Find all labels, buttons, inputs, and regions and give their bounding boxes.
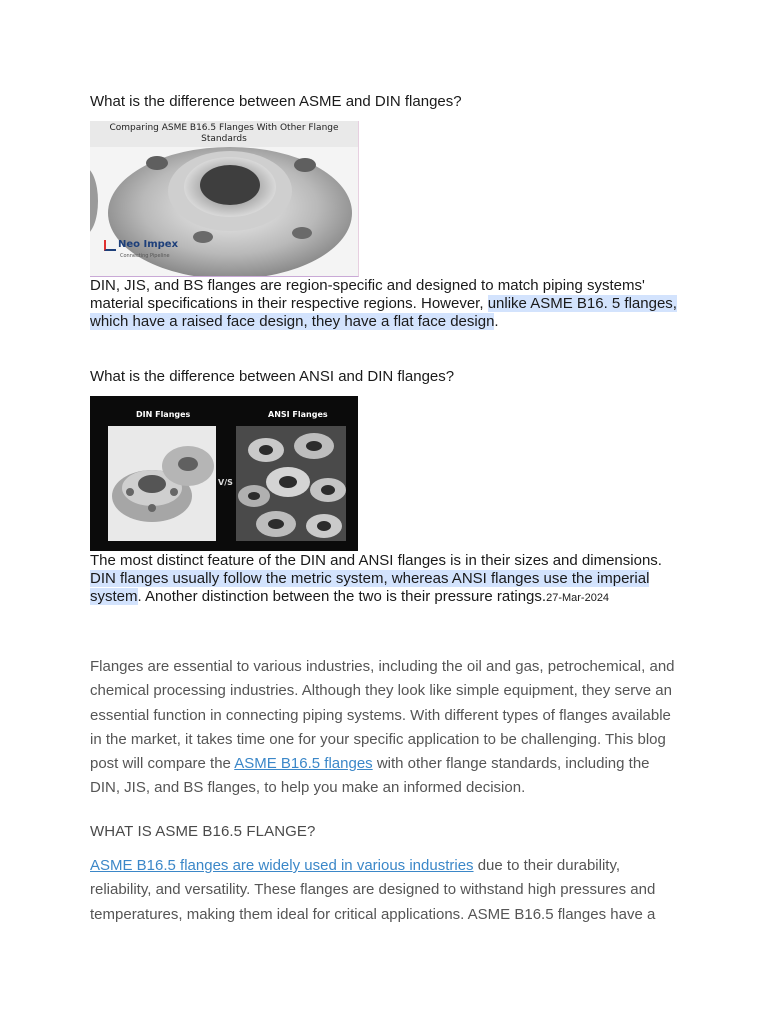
versus-label: V/S <box>218 478 233 487</box>
din-flange-photo <box>108 426 216 541</box>
snippet-tail: . Another distinction between the two is their pressure ratings. <box>137 588 547 605</box>
snippet-highlight: DIN flanges usually follow the metric system, whereas ANSI flanges use the imperial system <box>90 570 650 605</box>
banner-line-1: Comparing ASME B16.5 Flanges With Other Flange <box>109 123 339 133</box>
article-paragraph-1 <box>90 655 682 801</box>
paragraph-text: due to their durability, reliability, and versatility. These flanges are designed to withstand high pressures and temperatures, making them ideal for critical applications. ASME B16.5 flanges have a <box>90 857 656 923</box>
section-heading: WHAT IS ASME B16.5 FLANGE? <box>90 823 316 840</box>
paragraph-text: with other flange standards, including the DIN, JIS, and BS flanges, to help you make an informed decision. <box>90 755 650 797</box>
snippet-text: The most distinct feature of the DIN and ANSI flanges is in their sizes and dimensions. <box>90 552 662 569</box>
snippet-highlight: unlike ASME B16. 5 flanges, which have a raised face design, they have a flat face design <box>90 295 677 330</box>
question-asme-vs-din: What is the difference between ASME and DIN flanges? <box>90 93 462 110</box>
din-vs-ansi-image[interactable] <box>90 396 358 551</box>
brand-tagline: Connecting Pipeline <box>120 253 170 259</box>
snippet-text: DIN, JIS, and BS flanges are region-specific and designed to match piping systems' material specifications in their respective regions. However, <box>90 277 645 312</box>
ansi-label: ANSI Flanges <box>268 410 328 419</box>
ansi-flange-photo <box>236 426 346 541</box>
din-label: DIN Flanges <box>136 410 191 419</box>
asme-flanges-industries-link[interactable]: ASME B16.5 flanges are widely used in various industries <box>90 857 474 874</box>
article-body <box>90 655 682 801</box>
din-flange-icon <box>108 426 216 541</box>
answer-snippet-1 <box>90 277 680 331</box>
banner-line-2: Standards <box>201 134 247 144</box>
snippet-date: 27-Mar-2024 <box>546 592 610 604</box>
snippet-tail: . <box>494 313 499 330</box>
article-paragraph-2 <box>90 854 682 927</box>
article-body-2 <box>90 854 682 927</box>
logo-mark-icon <box>104 240 116 251</box>
ansi-flanges-icon <box>236 426 346 541</box>
paragraph-text: Flanges are essential to various industries, including the oil and gas, petrochemical, and chemical processing industries. Although they look like simple equipment, they serve an essential function in connecting piping systems. With different types of flanges available in the market, it takes time one for your specific application to be challenging. This blog post will compare the <box>90 658 675 773</box>
answer-snippet-2 <box>90 552 680 607</box>
asme-b16-5-flanges-link[interactable]: ASME B16.5 flanges <box>234 755 373 773</box>
question-ansi-vs-din: What is the difference between ANSI and DIN flanges? <box>90 368 455 385</box>
asme-flange-image[interactable] <box>90 121 359 277</box>
brand-logo: Neo Impex <box>118 239 179 250</box>
